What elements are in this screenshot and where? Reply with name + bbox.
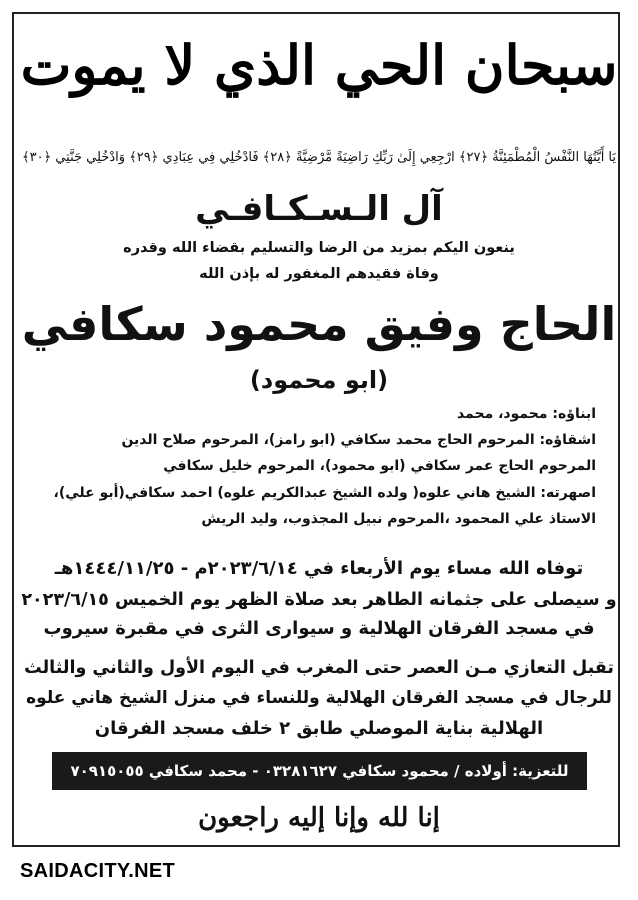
family-name: آل الـسـكـافـي (195, 189, 443, 229)
brothers-line-2: المرحوم الحاج عمر سكافي (ابو محمود)، المرحوم خليل سكافي (163, 458, 596, 474)
condolences-line-2: للرجال في مسجد الفرقان الهلالية وللنساء في منزل الشيخ هاني علوه (26, 688, 612, 708)
condolences-line-3: الهلالية بناية الموصلي طابق ٢ خلف مسجد الفرقان (94, 718, 544, 739)
contact-bar (52, 752, 587, 790)
sons-line: ابناؤه: محمود، محمد (457, 406, 596, 422)
brothers-line-1: اشقاؤه: المرحوم الحاج محمد سكافي (ابو رامز)، المرحوم صلاح الدين (121, 432, 596, 448)
condolences-line-1: تقبل التعازي مـن العصر حتى المغرب في اليوم الأول والثاني والثالث (24, 658, 614, 678)
deceased-name: الحاج وفيق محمود سكافي (21, 297, 617, 351)
quran-verse: يَا أَيَّتُهَا النَّفْسُ الْمُطْمَئِنَّةُ ﴿٢٧﴾ ارْجِعِي إِلَىٰ رَبِّكِ رَاضِيَةً مَّرْضِيَّةً ﴿٢٨﴾ فَادْخُلِي فِي عِبَادِي ﴿٢٩﴾ وَادْخُلِي جَنَّتِي ﴿٣٠﴾ (21, 150, 617, 165)
burial-line: في مسجد الفرقان الهلالية و سيوارى الثرى في مقبرة سيروب (43, 618, 595, 639)
site-watermark: SAIDACITY.NET (20, 860, 176, 882)
announcement-line-2: وفاة فقيدهم المغفور له بإذن الله (199, 266, 439, 282)
death-date-line: توفاه الله مساء يوم الأربعاء في ٢٠٢٣/٦/١٤م - ١٤٤٤/١١/٢٥هـ (54, 558, 584, 579)
inlaws-line-2: الاستاذ علي المحمود ،المرحوم نبيل المجذوب، وليد الريش (201, 511, 596, 527)
announcement-line-1: ينعون اليكم بمزيد من الرضا والتسليم بقضاء الله وقدره (123, 240, 515, 256)
inlaws-line-1: اصهرته: الشيخ هاني علوه( ولده الشيخ عبدالكريم علوه) احمد سكافي(أبو علي)، (53, 485, 596, 501)
deceased-kunya: (ابو محمود) (249, 366, 389, 394)
footer-calligraphy: إنا لله وإنا إليه راجعون (198, 803, 440, 833)
funeral-prayer-line: و سيصلى على جثمانه الطاهر بعد صلاة الظهر يوم الخميس ٢٠٢٣/٦/١٥ (21, 590, 617, 610)
header-calligraphy: سبحان الحي الذي لا يموت (20, 33, 618, 97)
contact-bar-text: للتعزية: أولاده / محمود سكافي ٠٣٢٨١٦٢٧ - محمد سكافي ٧٠٩١٥٠٥٥ (70, 762, 569, 780)
